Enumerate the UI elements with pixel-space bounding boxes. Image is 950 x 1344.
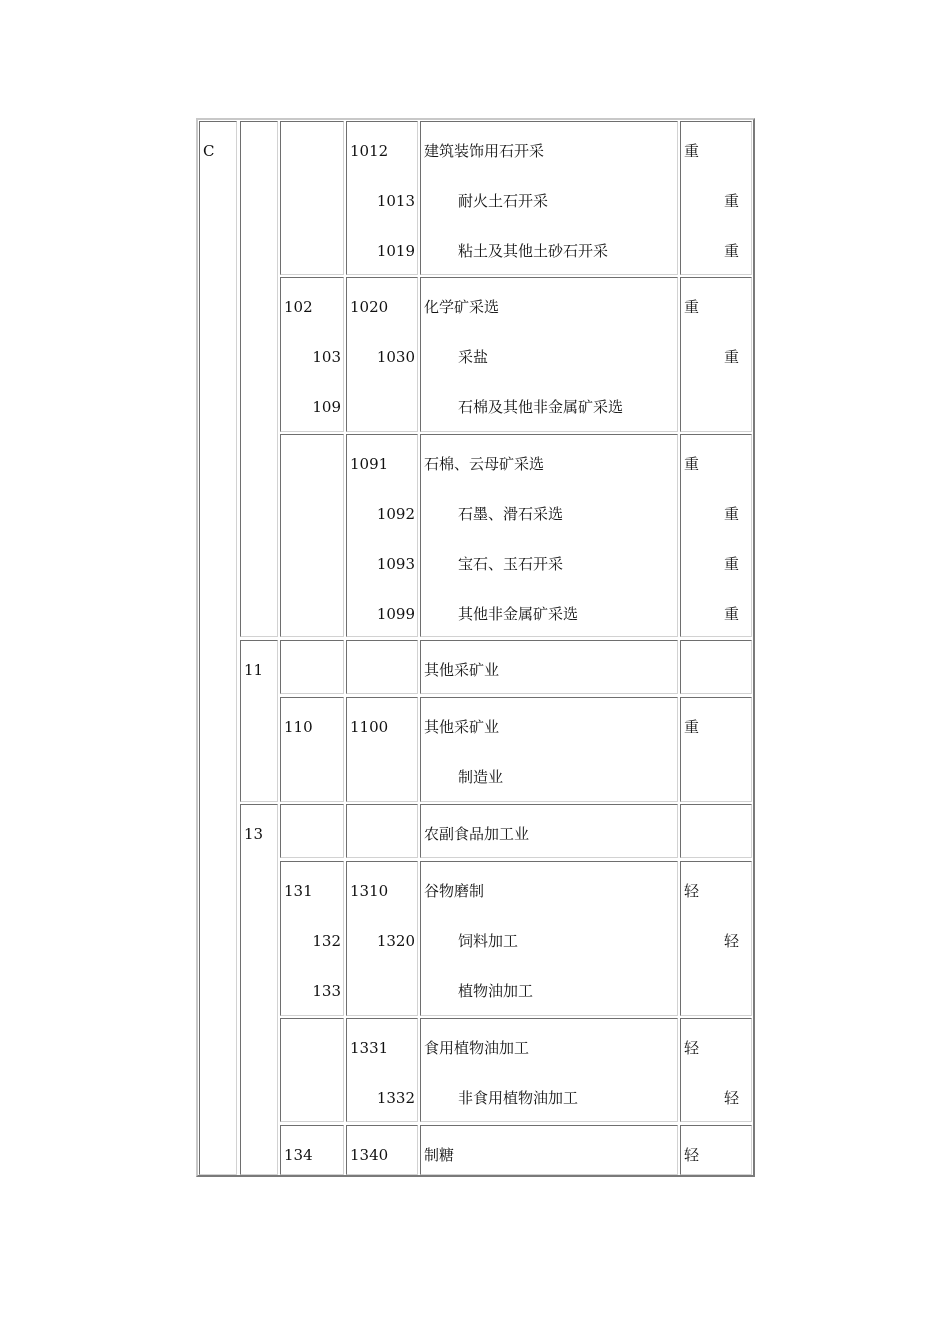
minor-code: 109 <box>312 398 341 416</box>
minor-cell <box>280 697 344 802</box>
industry-type: 重 <box>724 505 740 523</box>
minor-cell <box>280 1018 344 1122</box>
class-code: 1030 <box>376 348 415 366</box>
minor-code: 110 <box>284 718 313 736</box>
class-cell <box>346 277 418 432</box>
industry-name: 采盐 <box>458 348 489 366</box>
industry-type: 重 <box>724 555 740 573</box>
minor-code: 103 <box>312 348 341 366</box>
industry-name: 耐火土石开采 <box>458 192 549 210</box>
minor-cell <box>280 1125 344 1175</box>
class-code: 1091 <box>350 455 389 473</box>
minor-code: 133 <box>312 982 341 1000</box>
minor-code: 131 <box>284 882 313 900</box>
industry-type: 轻 <box>724 932 740 950</box>
minor-code: 132 <box>312 932 341 950</box>
minor-cell <box>280 640 344 694</box>
industry-type: 重 <box>684 142 700 160</box>
minor-code: 102 <box>284 298 313 316</box>
industry-name: 化学矿采选 <box>424 298 500 316</box>
class-cell <box>346 861 418 1016</box>
type-cell <box>680 277 752 432</box>
class-cell <box>346 1125 418 1175</box>
major-code: 11 <box>244 661 264 679</box>
class-cell <box>346 804 418 858</box>
industry-type: 重 <box>684 718 700 736</box>
name-cell <box>420 121 678 275</box>
major-cell-11 <box>240 640 278 802</box>
class-cell <box>346 640 418 694</box>
industry-type: 重 <box>684 455 700 473</box>
industry-name: 饲料加工 <box>458 932 519 950</box>
industry-name: 石墨、滑石采选 <box>458 505 564 523</box>
industry-name: 谷物磨制 <box>424 882 485 900</box>
minor-cell <box>280 277 344 432</box>
minor-code: 134 <box>284 1146 313 1164</box>
industry-name: 制糖 <box>424 1146 455 1164</box>
industry-type: 轻 <box>684 1146 700 1164</box>
major-cell-13 <box>240 804 278 1175</box>
class-code: 1092 <box>376 505 415 523</box>
class-code: 1099 <box>376 605 415 623</box>
class-cell <box>346 121 418 275</box>
industry-name: 农副食品加工业 <box>424 825 530 843</box>
industry-name: 其他采矿业 <box>424 661 500 679</box>
type-cell <box>680 1125 752 1175</box>
industry-name: 宝石、玉石开采 <box>458 555 564 573</box>
section-cell <box>199 121 237 1175</box>
name-cell <box>420 1125 678 1175</box>
industry-name: 其他采矿业 <box>424 718 500 736</box>
class-cell <box>346 434 418 637</box>
type-cell <box>680 434 752 637</box>
type-cell <box>680 640 752 694</box>
industry-name: 制造业 <box>458 768 504 786</box>
minor-cell <box>280 861 344 1016</box>
industry-name: 粘土及其他土砂石开采 <box>458 242 609 260</box>
class-code: 1332 <box>376 1089 415 1107</box>
industry-type: 轻 <box>684 1039 700 1057</box>
industry-name: 食用植物油加工 <box>424 1039 530 1057</box>
name-cell <box>420 1018 678 1122</box>
type-cell <box>680 861 752 1016</box>
name-cell <box>420 804 678 858</box>
class-code: 1100 <box>350 718 389 736</box>
class-code: 1340 <box>350 1146 389 1164</box>
class-code: 1310 <box>350 882 389 900</box>
industry-name: 建筑装饰用石开采 <box>424 142 545 160</box>
type-cell <box>680 697 752 802</box>
type-cell <box>680 1018 752 1122</box>
section-code: C <box>203 142 215 160</box>
industry-type: 重 <box>724 605 740 623</box>
minor-cell <box>280 434 344 637</box>
class-code: 1012 <box>350 142 389 160</box>
name-cell <box>420 697 678 802</box>
industry-type: 重 <box>724 192 740 210</box>
minor-cell <box>280 804 344 858</box>
industry-name: 植物油加工 <box>458 982 534 1000</box>
class-code: 1019 <box>376 242 415 260</box>
industry-name: 石棉及其他非金属矿采选 <box>458 398 624 416</box>
industry-type: 轻 <box>724 1089 740 1107</box>
type-cell <box>680 121 752 275</box>
industry-name: 其他非金属矿采选 <box>458 605 579 623</box>
class-code: 1331 <box>350 1039 389 1057</box>
industry-name: 石棉、云母矿采选 <box>424 455 545 473</box>
name-cell <box>420 277 678 432</box>
type-cell <box>680 804 752 858</box>
industry-name: 非食用植物油加工 <box>458 1089 579 1107</box>
major-cell-blank <box>240 121 278 637</box>
class-cell <box>346 1018 418 1122</box>
class-code: 1093 <box>376 555 415 573</box>
industry-type: 重 <box>724 348 740 366</box>
class-code: 1013 <box>376 192 415 210</box>
name-cell <box>420 640 678 694</box>
minor-cell <box>280 121 344 275</box>
name-cell <box>420 861 678 1016</box>
industry-type: 轻 <box>684 882 700 900</box>
name-cell <box>420 434 678 637</box>
industry-type: 重 <box>724 242 740 260</box>
class-code: 1320 <box>376 932 415 950</box>
class-cell <box>346 697 418 802</box>
major-code: 13 <box>244 825 264 843</box>
industry-type: 重 <box>684 298 700 316</box>
class-code: 1020 <box>350 298 389 316</box>
